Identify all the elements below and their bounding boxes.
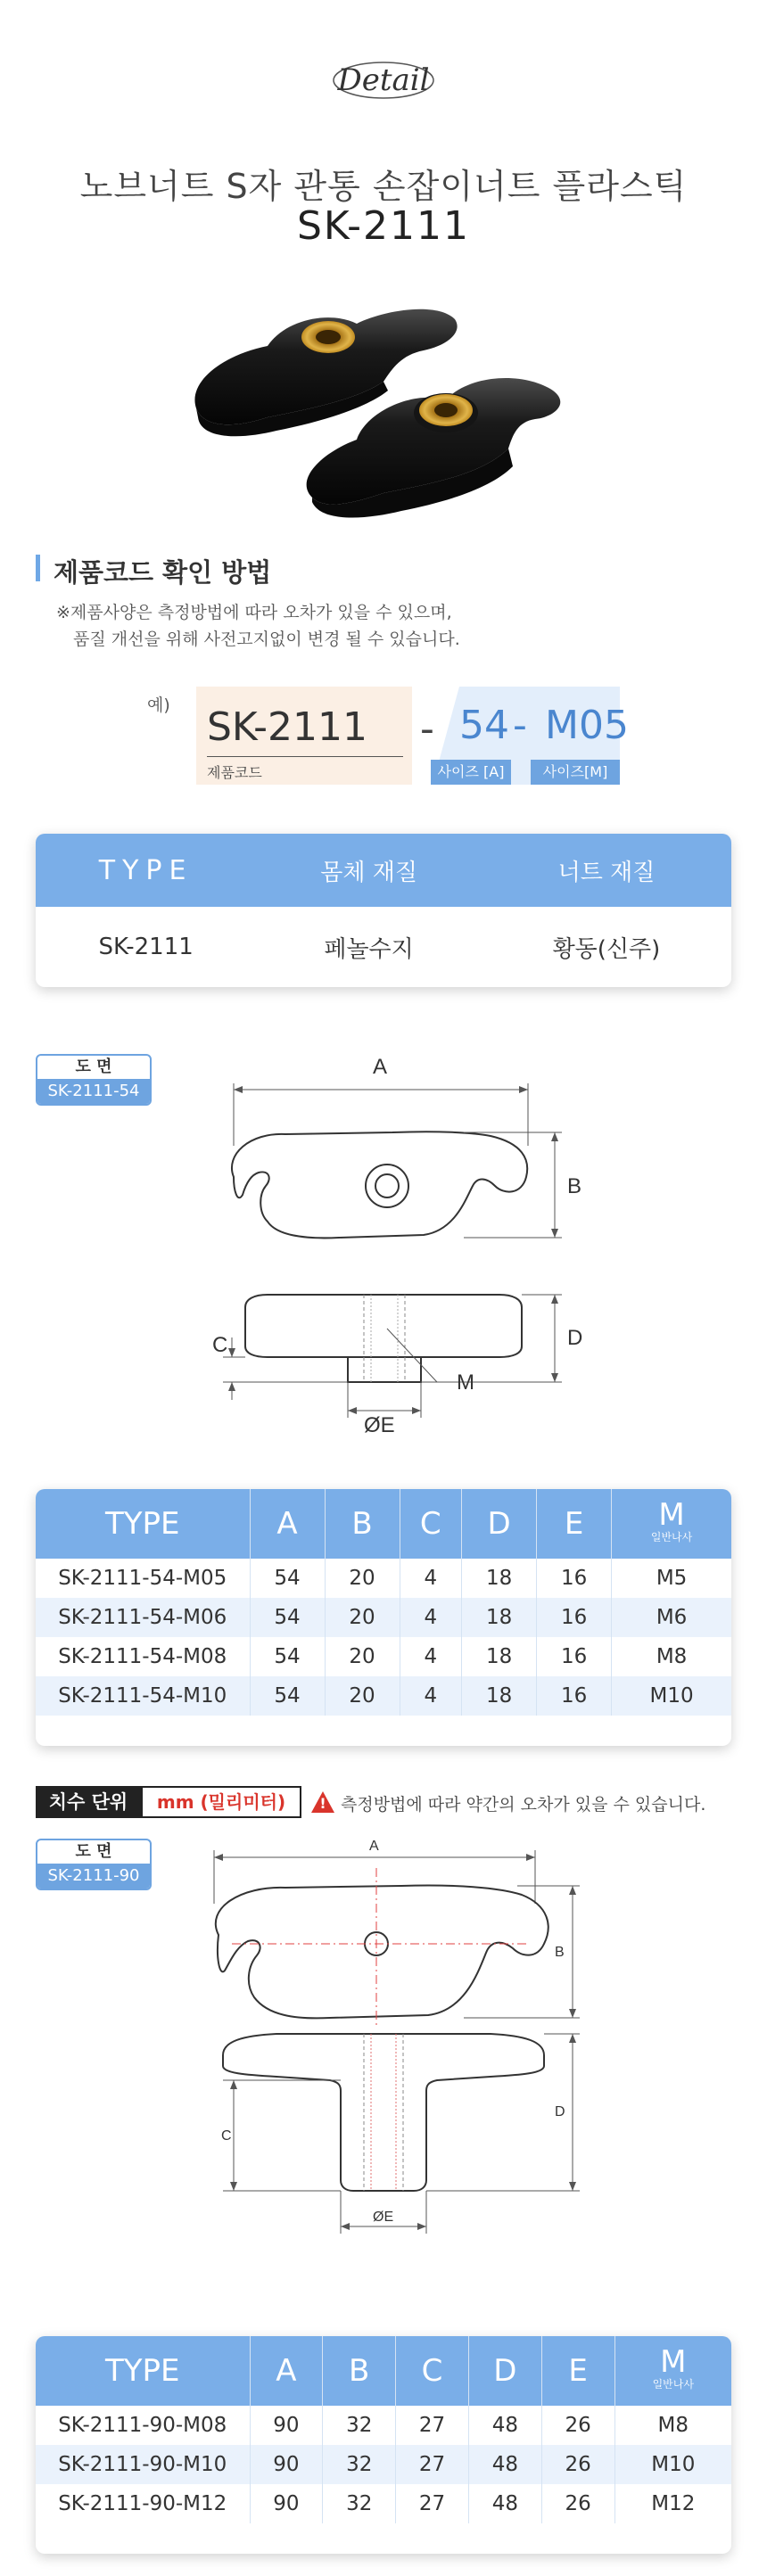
material-header-nut: 너트 재질 <box>482 834 731 907</box>
dim-label-d: D <box>567 1326 583 1350</box>
t1-header-b: B <box>325 1489 400 1559</box>
t2-header-b: B <box>323 2336 396 2406</box>
code-example <box>147 687 629 785</box>
material-cell-nut: 황동(신주) <box>552 935 661 963</box>
table-cell: 20 <box>325 1559 400 1598</box>
code-caption: 제품코드 <box>207 764 262 781</box>
t1-header-type: TYPE <box>36 1489 250 1559</box>
warning-icon: ! <box>310 1790 335 1815</box>
table-cell: 16 <box>537 1598 612 1637</box>
drawing-tag-54 <box>36 1054 152 1106</box>
size-dash: - <box>513 703 527 748</box>
table-cell: 18 <box>462 1676 537 1716</box>
t2-header-m <box>614 2336 731 2406</box>
example-size-m: M05 <box>545 703 629 748</box>
table-cell: 54 <box>250 1559 325 1598</box>
unit-value: mm (밀리미터) <box>141 1786 301 1818</box>
table-cell: 18 <box>462 1637 537 1676</box>
table-cell: 27 <box>396 2484 469 2523</box>
table-row <box>36 1676 731 1716</box>
table-cell: 48 <box>468 2406 541 2445</box>
t2-header-c: C <box>396 2336 469 2406</box>
table-cell: 20 <box>325 1598 400 1637</box>
table-cell: M5 <box>656 1567 688 1590</box>
t1-header-m-sub: 일반나사 <box>650 1530 693 1543</box>
table-cell: M8 <box>656 1645 688 1668</box>
table-row <box>36 1598 731 1637</box>
table-cell: 90 <box>250 2406 323 2445</box>
code-underline <box>207 756 403 757</box>
table-row <box>36 1559 731 1598</box>
table-row <box>36 2406 731 2445</box>
table-bottom-padding <box>36 1716 731 1746</box>
table-row <box>36 2484 731 2523</box>
material-header-type: TYPE <box>36 834 256 907</box>
dim-label-c: C <box>212 1333 228 1357</box>
material-header-body: 몸체 재질 <box>256 834 482 907</box>
table-cell: M10 <box>614 2445 731 2484</box>
table-cell: 16 <box>537 1559 612 1598</box>
table-cell: SK-2111-90-M08 <box>36 2406 250 2445</box>
table-cell: SK-2111-90-M12 <box>36 2484 250 2523</box>
drawing-tag-model: SK-2111-90 <box>37 1864 150 1889</box>
unit-notice-text: 측정방법에 따라 약간의 오차가 있을 수 있습니다. <box>341 1795 706 1815</box>
t2-header-a: A <box>250 2336 323 2406</box>
material-cell-type: SK-2111 <box>98 934 194 960</box>
size-m-caption: 사이즈[M] <box>531 760 620 785</box>
table-cell: 18 <box>462 1598 537 1637</box>
table-cell: 26 <box>541 2406 614 2445</box>
dim-label-b: B <box>567 1174 582 1198</box>
t2-header-m-label: M <box>660 2343 687 2380</box>
t2-header-type: TYPE <box>36 2336 250 2406</box>
table-cell: 26 <box>541 2484 614 2523</box>
table-cell: M6 <box>612 1598 731 1637</box>
product-code-title: SK-2111 <box>296 203 471 249</box>
dim2-label-c: C <box>221 2128 232 2144</box>
table-cell: 27 <box>396 2445 469 2484</box>
table-row <box>36 2445 731 2484</box>
drawing-tag-model: SK-2111-54 <box>37 1079 150 1104</box>
dim2-label-b: B <box>555 1945 565 1960</box>
product-photo <box>178 284 606 524</box>
t2-header-d: D <box>468 2336 541 2406</box>
t1-header-a: A <box>250 1489 325 1559</box>
table-cell: 4 <box>400 1676 462 1716</box>
dim-label-e: ØE <box>364 1413 395 1437</box>
table-cell: 48 <box>468 2445 541 2484</box>
table-cell: 18 <box>462 1559 537 1598</box>
table-cell: SK-2111-54-M05 <box>36 1559 250 1598</box>
table-cell: 54 <box>250 1676 325 1716</box>
section-title: 제품코드 확인 방법 <box>54 557 272 588</box>
example-code: SK-2111 <box>207 704 368 750</box>
t1-header-e: E <box>537 1489 612 1559</box>
table-cell: SK-2111-54-M10 <box>36 1676 250 1716</box>
unit-label: 치수 단위 <box>36 1786 141 1818</box>
t1-header-c: C <box>400 1489 462 1559</box>
brand-logo <box>326 55 441 105</box>
table-cell: M10 <box>612 1676 731 1716</box>
dim2-label-e: ØE <box>373 2210 394 2225</box>
code-block <box>196 687 412 785</box>
table-cell: 27 <box>396 2406 469 2445</box>
example-size-a: 54 <box>459 703 509 748</box>
table-cell: 32 <box>323 2406 396 2445</box>
table-cell: SK-2111-54-M06 <box>36 1598 250 1637</box>
dim-label-m: M <box>457 1370 474 1395</box>
drawing-tag-title: 도 면 <box>75 1058 112 1076</box>
table-cell: M8 <box>657 2414 689 2437</box>
spec-note-line2: 품질 개선을 위해 사전고지없이 변경 될 수 있습니다. <box>73 630 460 649</box>
spec-note-line1: ※제품사양은 측정방법에 따라 오차가 있을 수 있으며, <box>56 603 452 622</box>
logo-text: Detail <box>337 62 430 98</box>
table-cell: 90 <box>250 2445 323 2484</box>
material-table <box>36 834 731 987</box>
example-label: 예) <box>147 695 170 715</box>
table-cell: M12 <box>651 2492 696 2515</box>
table-cell: 48 <box>468 2484 541 2523</box>
material-cell-body: 페놀수지 <box>324 935 414 963</box>
table-cell: 16 <box>537 1637 612 1676</box>
table-bottom-padding <box>36 2523 731 2554</box>
table-cell: SK-2111-90-M10 <box>36 2445 250 2484</box>
drawing-tag-title: 도 면 <box>75 1842 112 1861</box>
table-cell: 26 <box>541 2445 614 2484</box>
dimension-table-54 <box>36 1489 731 1746</box>
technical-drawing-54 <box>169 1043 598 1462</box>
t1-header-m-label: M <box>658 1496 685 1533</box>
section-accent-bar <box>36 555 40 581</box>
table-cell: 32 <box>323 2484 396 2523</box>
dim2-label-a: A <box>369 1839 379 1854</box>
table-cell: 54 <box>250 1598 325 1637</box>
dimension-table-90 <box>36 2336 731 2554</box>
table-cell: 20 <box>325 1676 400 1716</box>
table-cell: 4 <box>400 1559 462 1598</box>
t1-header-m <box>612 1489 731 1559</box>
table-cell: 32 <box>323 2445 396 2484</box>
table-cell: 4 <box>400 1637 462 1676</box>
drawing-tag-90 <box>36 1839 152 1890</box>
table-cell: 54 <box>250 1637 325 1676</box>
t2-header-m-sub: 일반나사 <box>652 2377 694 2391</box>
code-dash: - <box>420 706 434 752</box>
table-cell: SK-2111-54-M08 <box>36 1637 250 1676</box>
size-a-caption: 사이즈 [A] <box>431 760 511 785</box>
dim-label-a: A <box>373 1055 388 1079</box>
t1-header-d: D <box>462 1489 537 1559</box>
product-title: 노브너트 S자 관통 손잡이너트 플라스틱 <box>79 167 688 206</box>
table-cell: 4 <box>400 1598 462 1637</box>
table-cell: 90 <box>250 2484 323 2523</box>
table-cell: 16 <box>537 1676 612 1716</box>
table-cell: 20 <box>325 1637 400 1676</box>
table-row <box>36 1637 731 1676</box>
dim2-label-d: D <box>555 2104 565 2119</box>
t2-header-e: E <box>541 2336 614 2406</box>
technical-drawing-90 <box>169 1832 598 2332</box>
